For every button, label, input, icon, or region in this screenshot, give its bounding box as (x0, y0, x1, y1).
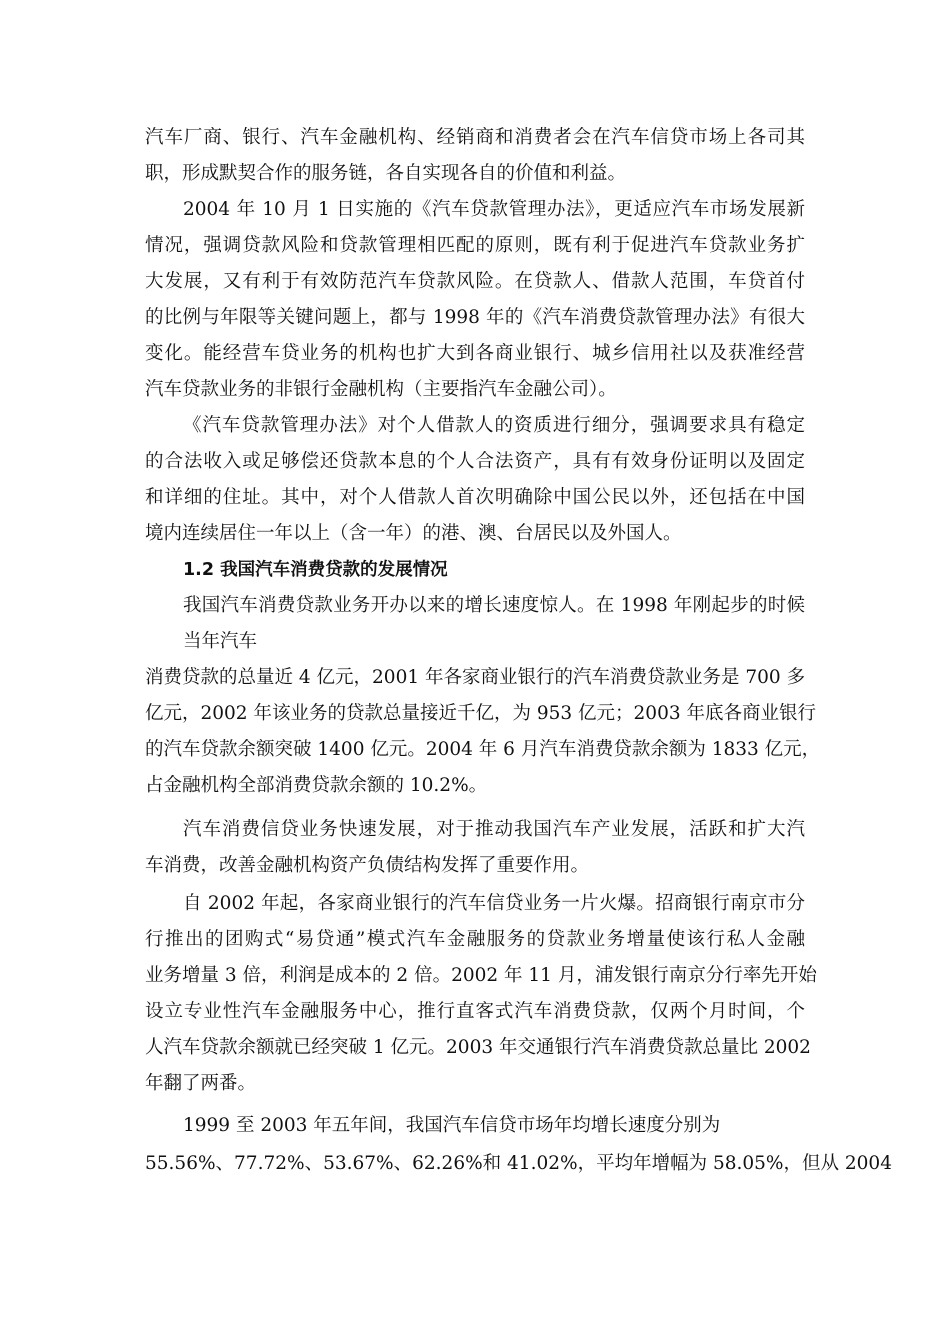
paragraph-4-line-3: 消费贷款的总量近 4 亿元，2001 年各家商业银行的汽车消费贷款业务是 700 多 (145, 667, 806, 688)
paragraph-4-line-4: 亿元，2002 年该业务的贷款总量接近千亿，为 953 亿元；2003 年底各商业银行 (145, 703, 816, 724)
paragraph-7-line-2: 55.56%、77.72%、53.67%、62.26%和 41.02%，平均年增幅为 58.05%，但从 2004 (145, 1153, 892, 1174)
paragraph-6-line-5: 人汽车贷款余额就已经突破 1 亿元。2003 年交通银行汽车消费贷款总量比 2002 (145, 1037, 811, 1058)
paragraph-2-line-2: 情况，强调贷款风险和贷款管理相匹配的原则，既有利于促进汽车贷款业务扩 (145, 235, 805, 256)
paragraph-6-line-6: 年翻了两番。 (145, 1073, 257, 1094)
paragraph-7-line-1: 1999 至 2003 年五年间，我国汽车信贷市场年均增长速度分别为 (183, 1115, 721, 1136)
paragraph-6-line-2: 行推出的团购式“易贷通”模式汽车金融服务的贷款业务增量使该行私人金融 (145, 929, 805, 950)
paragraph-2-line-6: 汽车贷款业务的非银行金融机构（主要指汽车金融公司）。 (145, 379, 617, 400)
paragraph-4-line-2: 当年汽车 (183, 631, 258, 652)
paragraph-4-line-6: 占金融机构全部消费贷款余额的 10.2%。 (145, 775, 488, 796)
paragraph-1-line-1: 汽车厂商、银行、汽车金融机构、经销商和消费者会在汽车信贷市场上各司其 (145, 127, 805, 148)
paragraph-2-line-1: 2004 年 10 月 1 日实施的《汽车贷款管理办法》，更适应汽车市场发展新 (183, 199, 805, 220)
paragraph-2-line-5: 变化。能经营车贷业务的机构也扩大到各商业银行、城乡信用社以及获准经营 (145, 343, 805, 364)
paragraph-3-line-1: 《汽车贷款管理办法》对个人借款人的资质进行细分，强调要求具有稳定 (183, 415, 805, 436)
paragraph-4-line-5: 的汽车贷款余额突破 1400 亿元。2004 年 6 月汽车消费贷款余额为 1833 亿元， (145, 739, 821, 760)
paragraph-1-line-2: 职，形成默契合作的服务链，各自实现各自的价值和利益。 (145, 163, 627, 184)
section-heading: 1.2 我国汽车消费贷款的发展情况 (183, 560, 448, 580)
paragraph-6-line-3: 业务增量 3 倍，利润是成本的 2 倍。2002 年 11 月，浦发银行南京分行率先开始 (145, 965, 817, 986)
paragraph-5-line-1: 汽车消费信贷业务快速发展，对于推动我国汽车产业发展，活跃和扩大汽 (183, 819, 805, 840)
paragraph-2-line-4: 的比例与年限等关键问题上，都与 1998 年的《汽车消费贷款管理办法》有很大 (145, 307, 805, 328)
paragraph-3-line-2: 的合法收入或足够偿还贷款本息的个人合法资产，具有有效身份证明以及固定 (145, 451, 805, 472)
paragraph-6-line-1: 自 2002 年起，各家商业银行的汽车信贷业务一片火爆。招商银行南京市分 (183, 893, 805, 914)
paragraph-3-line-4: 境内连续居住一年以上（含一年）的港、澳、台居民以及外国人。 (145, 523, 682, 544)
paragraph-5-line-2: 车消费，改善金融机构资产负债结构发挥了重要作用。 (145, 855, 590, 876)
paragraph-2-line-3: 大发展，又有利于有效防范汽车贷款风险。在贷款人、借款人范围，车贷首付 (145, 271, 805, 292)
paragraph-6-line-4: 设立专业性汽车金融服务中心，推行直客式汽车消费贷款，仅两个月时间，个 (145, 1001, 805, 1022)
paragraph-4-line-1: 我国汽车消费贷款业务开办以来的增长速度惊人。在 1998 年刚起步的时候 (183, 595, 805, 616)
paragraph-3-line-3: 和详细的住址。其中，对个人借款人首次明确除中国公民以外，还包括在中国 (145, 487, 805, 508)
